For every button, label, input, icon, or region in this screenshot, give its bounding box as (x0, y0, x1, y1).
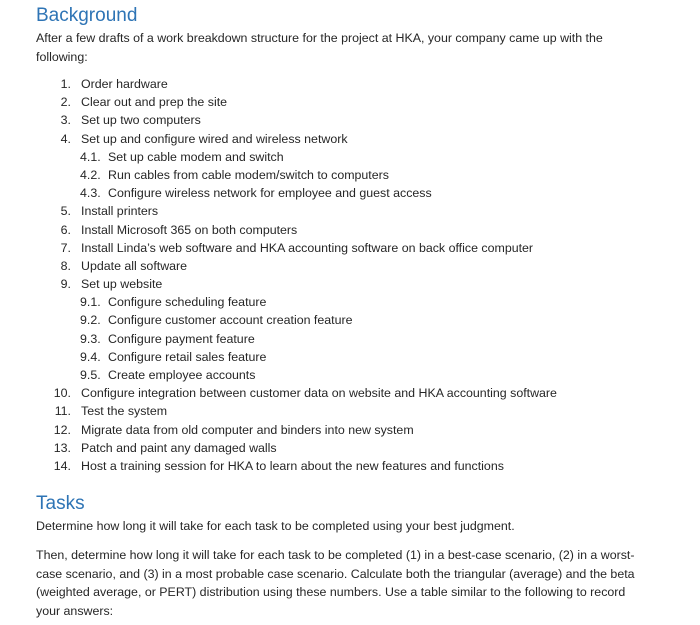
wbs-item-number: 13. (53, 440, 71, 455)
wbs-list-item (36, 421, 656, 439)
wbs-item-number: 9.3. (80, 331, 101, 346)
wbs-item-number: 12. (53, 422, 71, 437)
wbs-list-item (36, 457, 656, 475)
wbs-item-number: 11. (54, 404, 71, 419)
wbs-list-item (36, 239, 656, 257)
wbs-item-text: Configure payment feature (108, 331, 255, 346)
wbs-item-number: 9.1. (80, 295, 101, 310)
wbs-item-text: Configure customer account creation feature (108, 313, 353, 328)
wbs-list-item (36, 257, 656, 275)
wbs-item-text: Configure retail sales feature (108, 349, 267, 364)
wbs-item-number: 4. (60, 131, 71, 146)
wbs-item-number: 8. (60, 258, 71, 273)
wbs-item-text: Migrate data from old computer and binders into new system (81, 422, 414, 437)
tasks-paragraph-1: Determine how long it will take for each task to be completed using your best judgment. (36, 519, 515, 533)
wbs-item-number: 4.3. (80, 186, 101, 201)
wbs-item-number: 4.2. (80, 167, 101, 182)
wbs-item-text: Run cables from cable modem/switch to computers (108, 167, 389, 182)
wbs-item-text: Set up website (81, 277, 163, 292)
wbs-list-item (36, 293, 656, 311)
tasks-heading: Tasks (36, 493, 85, 514)
wbs-list-item (36, 439, 656, 457)
wbs-item-text: Configure wireless network for employee and guest access (108, 186, 432, 201)
wbs-item-text: Install printers (81, 204, 159, 219)
background-intro: After a few drafts of a work breakdown structure for the project at HKA, your company came up with the following: (36, 31, 603, 64)
wbs-list-item (36, 330, 656, 348)
wbs-item-number: 6. (60, 222, 71, 237)
wbs-item-number: 7. (60, 240, 71, 255)
wbs-item-text: Patch and paint any damaged walls (81, 440, 277, 455)
wbs-list-item (36, 148, 656, 166)
wbs-item-text: Clear out and prep the site (81, 95, 228, 110)
wbs-list-item (36, 93, 656, 111)
wbs-list-item (36, 111, 656, 129)
wbs-list-item (36, 166, 656, 184)
wbs-list-item (36, 348, 656, 366)
wbs-list-item (36, 402, 656, 420)
wbs-list-item (36, 384, 656, 402)
wbs-list-item (36, 202, 656, 220)
wbs-list-item (36, 311, 656, 329)
wbs-item-text: Set up cable modem and switch (108, 149, 284, 164)
wbs-item-number: 10. (53, 386, 71, 401)
wbs-item-text: Host a training session for HKA to learn about the new features and functions (81, 458, 504, 473)
wbs-item-text: Configure integration between customer data on website and HKA accounting software (81, 386, 557, 401)
wbs-item-text: Set up two computers (81, 113, 201, 128)
wbs-list-item (36, 366, 656, 384)
wbs-item-number: 14. (53, 458, 71, 473)
wbs-item-number: 4.1. (80, 149, 101, 164)
wbs-item-number: 5. (60, 204, 71, 219)
wbs-item-text: Order hardware (81, 77, 168, 91)
wbs-list-item (36, 221, 656, 239)
wbs-item-number: 2. (60, 95, 71, 110)
tasks-paragraph-2: Then, determine how long it will take for each task to be completed (1) in a best-case scenario, (2) in a worst-case scenario, and (3) in a most probable case scenario. Calculate both the triangular (average) and the beta (weighted average, or PERT) distribution using these numbers. Use a table similar to the following to record your answers: (36, 548, 635, 618)
wbs-item-text: Install Microsoft 365 on both computers (81, 222, 298, 237)
wbs-list-item (36, 130, 656, 148)
wbs-item-number: 3. (60, 113, 71, 128)
wbs-item-text: Configure scheduling feature (108, 295, 267, 310)
wbs-item-number: 9. (60, 277, 71, 292)
wbs-item-text: Install Linda’s web software and HKA accounting software on back office computer (81, 240, 534, 255)
wbs-list (36, 75, 656, 475)
wbs-item-text: Update all software (81, 258, 188, 273)
wbs-item-text: Set up and configure wired and wireless network (81, 131, 348, 146)
wbs-item-number: 9.4. (80, 349, 101, 364)
wbs-list-item (36, 275, 656, 293)
wbs-list-item (36, 184, 656, 202)
wbs-item-number: 1. (60, 77, 71, 91)
wbs-list-item (36, 75, 656, 93)
wbs-item-text: Create employee accounts (108, 368, 256, 382)
background-heading: Background (36, 5, 138, 26)
wbs-item-number: 9.2. (80, 313, 101, 328)
wbs-item-number: 9.5. (80, 368, 101, 382)
wbs-item-text: Test the system (81, 404, 168, 419)
